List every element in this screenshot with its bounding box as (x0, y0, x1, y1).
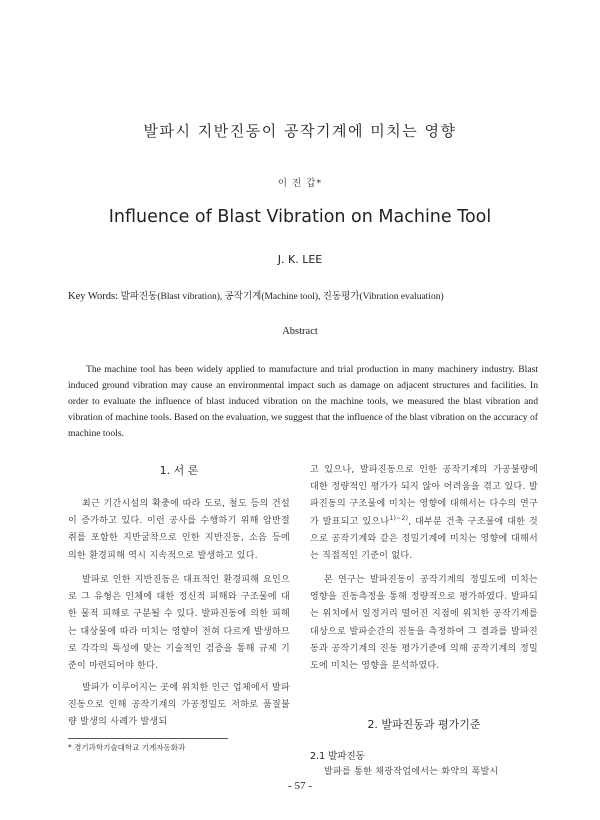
right-column-paragraph-2: 본 연구는 발파진동이 공작기계의 정밀도에 미치는 영향을 진동측정을 통해 정량적으로 평가하였다. 발파되는 위치에서 일정거리 떨어진 지점에 위치한 공작기계를 대상으로 발파순간의 진동을 측정하여 그 결과를 발파진동과 공작기계의 진동 평가기준에 의해 공작기계의 정밀도에 미치는 영향을 분석하였다. (310, 575, 538, 672)
section-1-paragraph-1: 최근 기간시설의 확충에 따라 도로, 철도 등의 건설이 증가하고 있다. 이런 공사를 수행하기 위해 암반절취를 포함한 지반굴착으로 인한 지반진동, 소음 등에 의한 환경피해 역시 지속적으로 발생하고 있다. (68, 499, 290, 561)
section-2-heading: 2. 발파진동과 평가기준 (367, 718, 481, 731)
paper-title-english: Influence of Blast Vibration on Machine Tool (108, 207, 492, 227)
footnote-divider (68, 738, 228, 739)
section-1-paragraph-2: 발파로 인한 지반진동은 대표적인 환경피해 요인으로 그 유형은 인체에 대한 정신적 피해와 구조물에 대한 물적 피해로 구분될 수 있다. 발파진동에 의한 피해는 대상물에 따라 미치는 영향이 전혀 다르게 발생하므로 각각의 특성에 맞는 기술적인 검증을 통해 규제 기준이 마련되어야 한다. (68, 575, 290, 672)
page-number: - 57 - (288, 780, 312, 792)
reference-superscript: 1)~2) (389, 514, 409, 522)
keywords-text: 발파진동(Blast vibration), 공작기계(Machine tool), 진동평가(Vibration evaluation) (120, 292, 444, 302)
author-english: J. K. LEE (277, 253, 323, 266)
right-column-paragraph-1 (310, 462, 538, 565)
section-1-heading: 1. 서 론 (159, 464, 199, 477)
subsection-2-1-heading: 2.1 발파진동 (310, 751, 365, 762)
footnote: * 경기과학기술대학교 기계자동화과 (68, 743, 186, 752)
right-para1-text-a: 고 있으나, 발파진동으로 인한 공작기계의 가공불량에 대한 정량적인 평가가 되지 않아 어려움을 겪고 있다. 발파진동의 구조물에 미치는 영향에 대해서는 다수의 연구가 발표되고 있으나 (310, 465, 538, 527)
abstract-heading: Abstract (282, 326, 318, 337)
subsection-2-1-text: 발파를 통한 채광작업에서는 화약의 폭발시 (324, 767, 499, 777)
paper-title-korean: 발파시 지반진동이 공작기계에 미치는 영향 (143, 122, 457, 140)
author-korean: 이 진 갑* (277, 178, 323, 189)
section-1-paragraph-3: 발파가 이루어지는 곳에 위치한 인근 업체에서 발파진동으로 인해 공작기계의 가공정밀도 저하로 품질불량 발생의 사례가 발생되 (68, 683, 290, 728)
keywords (68, 288, 548, 302)
right-para1-text-b: , 대부분 건축 구조물에 대한 것으로 공작기계와 같은 정밀기계에 미치는 영향에 대해서는 직접적인 기준이 없다. (310, 516, 538, 562)
keywords-label: Key Words: (68, 291, 118, 302)
abstract-body: The machine tool has been widely applied to manufacture and trial production in many machinery industry. Blast induced ground vibration may cause an environmental impact such as damage on adjacent structures and facilities. In order to evaluate the influence of blast induced vibration on the machine tools, we measured the blast vibration and vibration of machine tools. Based on the evaluation, we suggest that the influence of the blast vibration on the accuracy of machine tools. (68, 364, 538, 439)
